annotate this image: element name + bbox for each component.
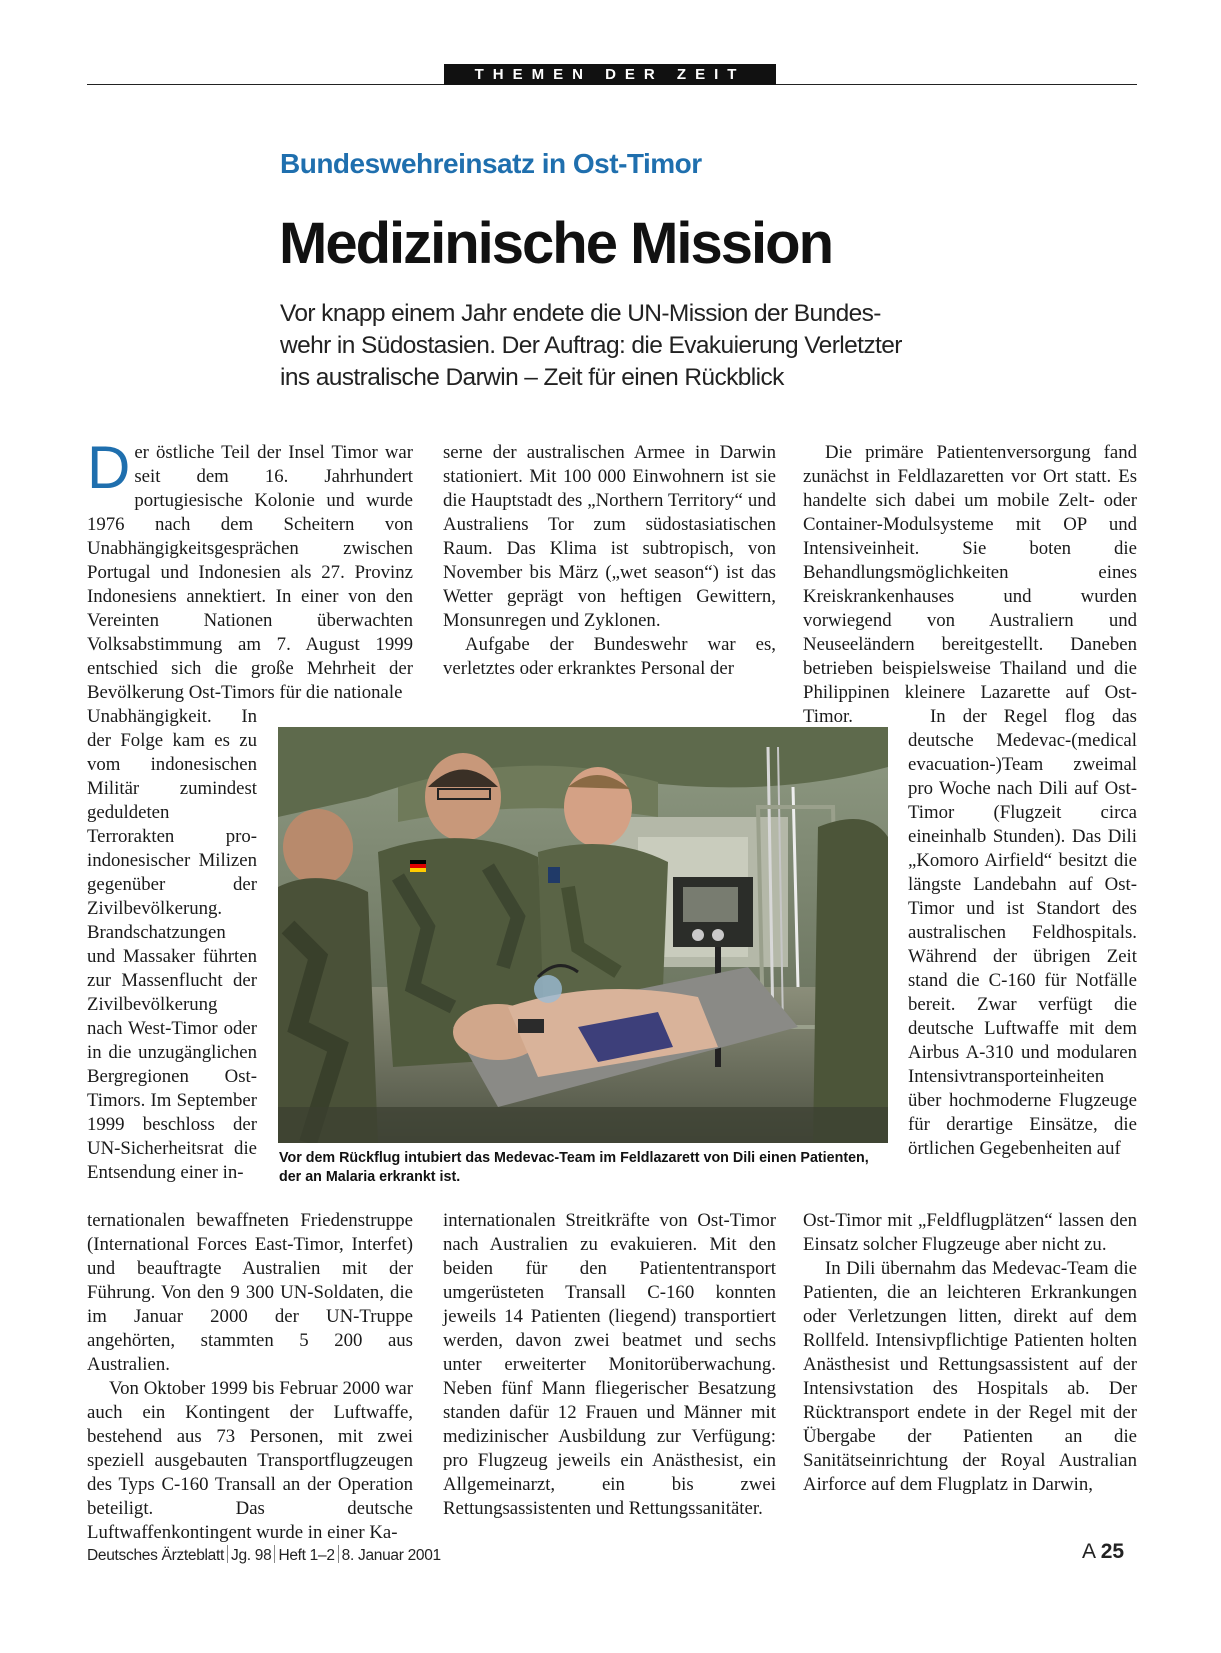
footer-separator	[274, 1545, 275, 1563]
photo-caption: Vor dem Rückflug intubiert das Medevac-Team im Feldlazarett von Dili einen Patienten, der an Malaria erkrankt ist.	[279, 1150, 869, 1185]
column-3-wrap	[908, 705, 1137, 1161]
paragraph: er östliche Teil der Insel Timor war seit dem 16. Jahrhundert portugiesische Kolonie und wurde 1976 nach dem Scheitern von Unabhängigkeitsgesprächen zwischen Portugal und Indonesien als 27. Provinz Indonesiens annektiert. In einer von den Vereinten Nationen überwachten Volksabstimmung am 7. August 1999 entschied sich die große Mehrheit der Bevölkerung Ost-Timors für die nationale	[87, 442, 413, 703]
page-number-value: 25	[1100, 1540, 1125, 1563]
paragraph: Unabhängigkeit. In der Folge kam es zu vom indonesischen Militär zumindest geduldeten Terrorakten pro-indonesischer Milizen gegenüber der Zivilbevölkerung. Brandschatzungen und Massaker führten zur Massenflucht der Zivilbevölkerung nach West-Timor oder in die unzugänglichen Bergregionen Ost-Timors. Im September 1999 beschloss der UN-Sicherheitsrat die Entsendung einer in-	[87, 706, 257, 1183]
page-number	[1082, 1540, 1124, 1564]
article-photo	[278, 727, 888, 1143]
paragraph: Ost-Timor mit „Feldflugplätzen“ lassen den Einsatz solcher Flugzeuge aber nicht zu.	[803, 1210, 1137, 1255]
footer-separator	[227, 1545, 228, 1563]
journal-volume: Jg. 98	[231, 1547, 272, 1564]
column-2-top	[443, 441, 776, 681]
lead-line: ins australische Darwin – Zeit für einen Rückblick	[280, 364, 784, 391]
lead-line: Vor knapp einem Jahr endete die UN-Mission der Bundes-	[280, 300, 881, 327]
article-headline: Medizinische Mission	[279, 211, 832, 276]
footer-separator	[338, 1545, 339, 1563]
drop-cap: D	[87, 434, 131, 501]
paragraph: Aufgabe der Bundeswehr war es, verletztes oder erkranktes Personal der	[443, 634, 776, 679]
journal-date: 8. Januar 2001	[341, 1547, 441, 1564]
paragraph: In Dili übernahm das Medevac-Team die Patienten, die an leichteren Erkrankungen oder Verletzungen litten, direkt auf dem Rollfeld. Intensivpflichtige Patienten holten Anästhesist und Rettungsassistent auf der Intensivstation des Hospitals ab. Der Rücktransport endete in der Regel mit der Übergabe der Patienten an die Sanitätseinrichtung der Royal Australian Airforce auf dem Flugplatz in Darwin,	[803, 1258, 1137, 1495]
column-3-bottom	[803, 1209, 1137, 1497]
lead-line: wehr in Südostasien. Der Auftrag: die Evakuierung Verletzter	[280, 332, 902, 359]
paragraph: In der Regel flog das deutsche Medevac-(medical evacuation-)Team zweimal pro Woche nach Dili auf Ost-Timor (Flugzeit circa eineinhalb Stunden). Das Dili „Komoro Airfield“ besitzt die längste Landebahn auf Ost-Timor und ist Standort des australischen Feldhospitals. Während der übrigen Zeit stand die C-160 für Notfälle bereit. Zwar verfügt die deutsche Luftwaffe mit dem Airbus A-310 und modularen Intensivtransporteinheiten über hochmoderne Flugzeuge für derartige Einsätze, die örtlichen Gegebenheiten auf	[908, 706, 1137, 1159]
column-1-top	[87, 434, 413, 705]
footer	[87, 1545, 441, 1565]
page-prefix: A	[1082, 1540, 1095, 1563]
paragraph: Die primäre Patientenversorgung fand zunächst in Feldlazaretten vor Ort statt. Es handelte sich dabei um mobile Zelt- oder Container-Modulsysteme mit OP und Intensiveinheit. Sie boten die Behandlungsmöglichkeiten eines Kreiskrankenhauses und wurden vorwiegend von Australiern und Neuseeländern bereitgestellt. Daneben betrieben beispielsweise Thailand und die Philippinen kleinere Lazarette auf Ost-Timor.	[803, 442, 1137, 727]
journal-name: Deutsches Ärzteblatt	[87, 1547, 225, 1564]
paragraph: Von Oktober 1999 bis Februar 2000 war auch ein Kontingent der Luftwaffe, bestehend aus 73 Personen, mit zwei speziell ausgebauten Transportflugzeugen des Typs C-160 Transall an der Operation beteiligt. Das deutsche Luftwaffenkontingent wurde in einer Ka-	[87, 1378, 413, 1543]
section-label: THEMEN DER ZEIT	[444, 64, 776, 85]
paragraph: serne der australischen Armee in Darwin stationiert. Mit 100 000 Einwohnern ist sie die Hauptstadt des „Northern Territory“ und Australiens Tor zum südostasiatischen Raum. Das Klima ist subtropisch, von November bis März („wet season“) ist das Wetter geprägt von heftigen Gewittern, Monsunregen und Zyklonen.	[443, 442, 776, 631]
photo-scene	[278, 727, 888, 1143]
article-lead	[280, 298, 980, 394]
column-1-bottom	[87, 1209, 413, 1545]
journal-issue: Heft 1–2	[278, 1547, 335, 1564]
column-2-bottom	[443, 1209, 776, 1521]
paragraph: internationalen Streitkräfte von Ost-Timor nach Australien zu evakuieren. Mit den beiden für den Patiententransport umgerüsteten Transall C-160 konnten jeweils 14 Patienten (liegend) transportiert werden, davon zwei beatmet und sechs unter erweiterter Monitorüberwachung. Neben fünf Mann fliegerischer Besatzung standen dafür 12 Frauen und Männer mit medizinischer Ausbildung zur Verfügung: pro Flugzeug jeweils ein Anästhesist, ein Allgemeinarzt, ein bis zwei Rettungsassistenten und Rettungssanitäter.	[443, 1210, 776, 1519]
column-1-wrap	[87, 705, 257, 1185]
column-3-top	[803, 441, 1137, 729]
article-kicker: Bundeswehreinsatz in Ost-Timor	[280, 148, 702, 179]
paragraph: ternationalen bewaffneten Friedenstruppe (International Forces East-Timor, Interfet) und beauftragte Australien mit der Führung. Von den 9 300 UN-Soldaten, die im Januar 2000 der UN-Truppe angehörten, stammten 5 200 aus Australien.	[87, 1210, 413, 1375]
